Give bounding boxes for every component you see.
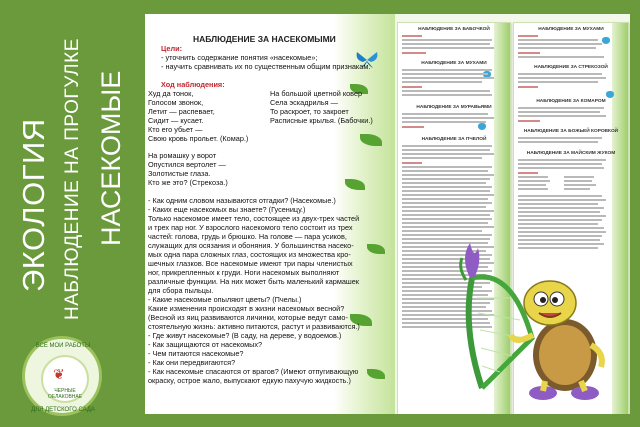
progress-heading: Ход наблюдения:	[161, 80, 225, 89]
preview-title: НАБЛЮДЕНИЕ ЗА МАЙСКИМ ЖУКОМ	[526, 151, 616, 156]
badge-top-text: ВСЕ МОИ РАБОТЫ	[35, 343, 91, 349]
ladybug-icon: ❦	[53, 366, 65, 382]
page-title: НАБЛЮДЕНИЕ ЗА НАСЕКОМЫМИ	[193, 34, 336, 44]
preview-title: НАБЛЮДЕНИЕ ЗА БОЖЬЕЙ КОРОВКОЙ	[523, 129, 619, 134]
preview-title: НАБЛЮДЕНИЕ ЗА МУХАМИ	[538, 27, 604, 32]
logo-badge	[22, 336, 102, 416]
badge-bottom-text: ДЛЯ ДЕТСКОГО САДА	[31, 407, 95, 413]
goals-text: - уточнить содержание понятия «насекомые»; - научить сравнивать их по существенным общим признакам.	[161, 53, 371, 71]
preview-title: НАБЛЮДЕНИЕ ЗА ПЧЕЛОЙ	[421, 137, 487, 142]
topic-title: ЭКОЛОГИЯ	[16, 118, 51, 292]
badge-inner	[41, 355, 89, 403]
sidebar	[0, 0, 145, 427]
butterfly-icon	[602, 37, 610, 44]
badge-center-text: ЧЕРНЫЕ ОЕЛАКОВНАЕ	[47, 388, 83, 400]
preview-title: НАБЛЮДЕНИЕ ЗА МУХАМИ	[421, 61, 487, 66]
preview-title: НАБЛЮДЕНИЕ ЗА СТРЕКОЗОЙ	[534, 65, 608, 70]
goals-heading: Цели:	[161, 44, 183, 53]
butterfly-icon	[478, 123, 486, 130]
preview-title: НАБЛЮДЕНИЕ ЗА МУРАВЬЯМИ	[416, 105, 492, 110]
subject-title: НАСЕКОМЫЕ	[96, 70, 126, 246]
body-text: - Как одним словом называются отгадки? (Насекомые.) - Каких еще насекомых вы знаете? (Гусеницу.) Только насекомое имеет тело, состоящее из двух-трех частей и трех пар ног. У взрослого насекомого тело состоит из трех частей: голова, грудь и брюшко. На голове — пара усиков, служащих для осязания и обоняния. У большинства насеко- мых одна пара сложных глаз, состоящих из множества кро- шечных глазков. Все насекомые имеют три пары членистых ног, прикрепленных к груди. Ноги насекомых выполняют различные функции. На них может быть маленький кармашек для сбора пыльцы. - Какие насекомые опыляют цветы? (Пчелы.) Какие изменения происходят в жизни насекомых весной? (Весной из яиц развиваются личинки, которые ведут само- стоятельную жизнь: активно питаются, растут и развиваются.) - Где живут насекомые? (В саду, на дереве, у водоемов.) - Как защищаются от насекомых? - Чем питаются насекомые? - Как они передвигаются? - Как насекомые спасаются от врагов? (Имеют отпугивающую окраску, острое жало, выпускают едкую пахучую жидкость.)	[148, 196, 360, 385]
poem-right: На большой цветной ковер Села эскадрилья — То раскроет, то закроет Расписные крылья. (Бабочки.)	[270, 89, 373, 125]
riddle-text: На ромашку у ворот Опустился вертолет — Золотистые глаза. Кто же это? (Стрекоза.)	[148, 151, 228, 187]
activity-title: НАБЛЮДЕНИЕ НА ПРОГУЛКЕ	[62, 38, 83, 320]
preview-title: НАБЛЮДЕНИЕ ЗА КОМАРОМ	[536, 99, 606, 104]
poem-left: Худ да тонок, Голосом звонок, Летит — распевает, Сидит — кусает. Кто его убьет — Свою кровь прольет. (Комар.)	[148, 89, 249, 143]
preview-title: НАБЛЮДЕНИЕ ЗА БАБОЧКОЙ	[418, 27, 490, 32]
butterfly-icon	[606, 91, 614, 98]
main-page	[145, 14, 395, 414]
turtle-illustration	[505, 275, 610, 405]
